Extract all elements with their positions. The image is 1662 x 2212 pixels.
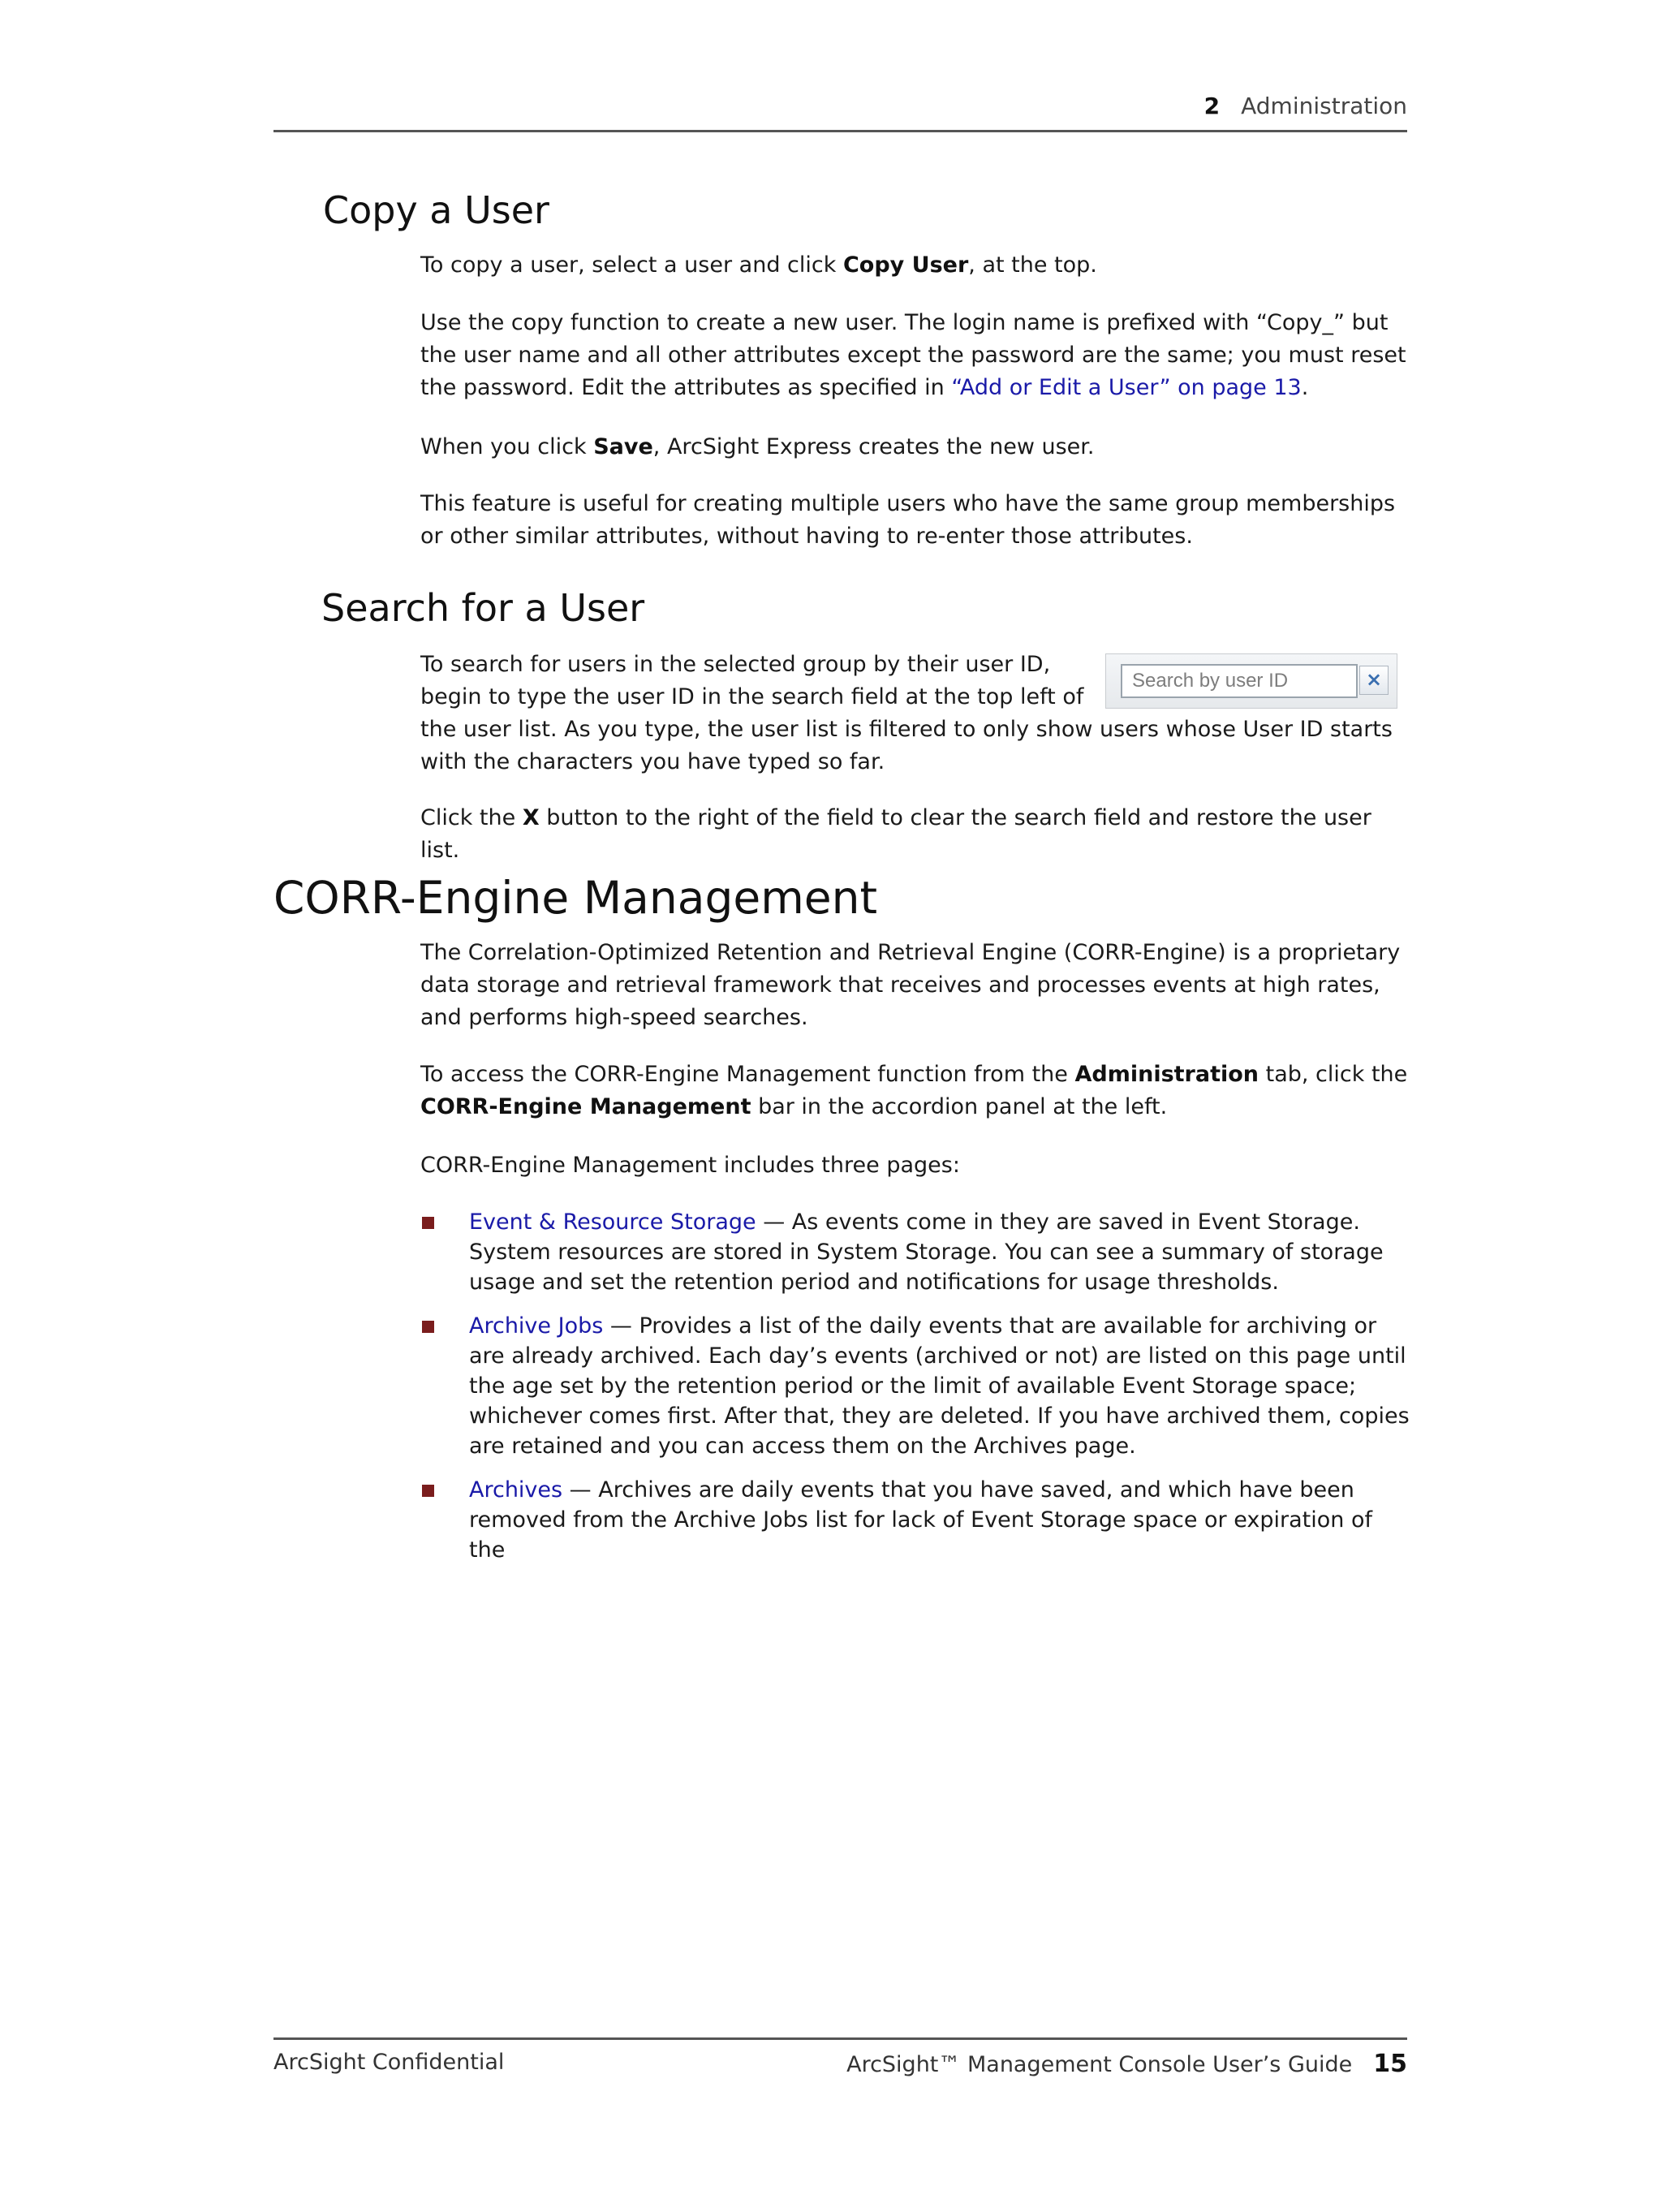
search-widget-figure [1105,653,1397,709]
search-input[interactable] [1122,666,1319,696]
text-run: tab, click the [1259,1062,1408,1087]
text-run: — As events come in they are saved in Event Storage. System resources are stored in System Storage. You can see a summary of storage usage and set the retention period and notifications for usage thresholds. [469,1209,1384,1295]
text-run: , at the top. [968,252,1097,278]
ui-term-save: Save [593,434,653,459]
footer-guide-title: ArcSight™ Management Console User’s Guide [846,2052,1353,2077]
text-run: To copy a user, select a user and click [420,252,843,278]
text-run: , ArcSight Express creates the new user. [652,434,1095,459]
bullet-square-icon [422,1217,434,1229]
page-number: 15 [1373,2050,1407,2078]
list-item-text [469,1475,1410,1565]
ui-term-x: X [522,805,540,830]
paragraph: This feature is useful for creating multiple users who have the same group memberships or other similar attributes, without having to re-enter those attributes. [420,491,1396,549]
ui-term-administration: Administration [1074,1062,1259,1087]
chapter-title: Administration [1241,93,1407,119]
link-archives[interactable]: Archives [469,1477,563,1503]
bullet-square-icon [422,1321,434,1333]
text-run: Use the copy function to create a new user. The login name is prefixed with “Copy_” but the user name and all other attributes except the password are the same; you must reset the password. Edit the attributes as specified in [420,310,1406,400]
cross-reference-link[interactable]: “Add or Edit a User” on page 13 [951,375,1302,400]
text-run: To search for users in the selected group by their user ID, [420,652,1051,677]
clear-search-button[interactable]: × [1359,666,1389,695]
text-run: begin to type the user ID in the search field at the top left of [420,684,1084,709]
header-text [1204,93,1407,119]
paragraph [420,431,1410,464]
chapter-number: 2 [1203,93,1221,119]
paragraph: The Correlation-Optimized Retention and Retrieval Engine (CORR-Engine) is a proprietary data storage and retrieval framework that receives and processes events at high rates, and performs high-speed searches. [420,940,1401,1030]
link-event-resource-storage[interactable]: Event & Resource Storage [469,1209,756,1235]
text-run: To access the CORR-Engine Management function from the [420,1062,1075,1087]
paragraph: CORR-Engine Management includes three pages: [420,1153,960,1178]
paragraph [420,307,1410,404]
running-footer [273,2037,1407,2089]
text-run: . [1301,375,1309,400]
running-header [273,89,1407,132]
paragraph [420,249,1410,282]
text-run: Click the [420,805,523,830]
text-run: — Archives are daily events that you have saved, and which have been removed from the Archive Jobs list for lack of Event Storage space or expiration of the [469,1477,1372,1563]
text-run: the user list. As you type, the user list is filtered to only show users whose User ID starts with the characters you have typed so far. [420,717,1393,774]
list-item-text [469,1207,1410,1297]
section-heading-copy-user: Copy a User [323,188,549,232]
text-run: bar in the accordion panel at the left. [751,1094,1168,1119]
section-heading-search-user: Search for a User [321,586,645,630]
bullet-square-icon [422,1485,434,1497]
paragraph [420,1059,1410,1123]
text-run: When you click [420,434,594,459]
list-item-text [469,1311,1410,1461]
link-archive-jobs[interactable]: Archive Jobs [469,1313,604,1339]
text-run: — Provides a list of the daily events that are available for archiving or are already archived. Each day’s events (archived or not) are listed on this page until the age set by the retention period or the limit of available Event Storage space; whichever comes first. After that, they are deleted. If you have archived them, copies are retained and you can access them on the Archives page. [469,1313,1410,1459]
ui-term-corr-engine-management: CORR-Engine Management [420,1094,751,1119]
ui-term-copy-user: Copy User [842,252,969,278]
text-run: button to the right of the field to clear the search field and restore the user list. [420,805,1371,863]
footer-guide-title-group [846,2050,1407,2078]
footer-confidential: ArcSight Confidential [273,2050,505,2075]
search-field [1121,664,1358,698]
chapter-section-heading-corr-engine: CORR-Engine Management [273,872,878,924]
paragraph [420,802,1410,867]
